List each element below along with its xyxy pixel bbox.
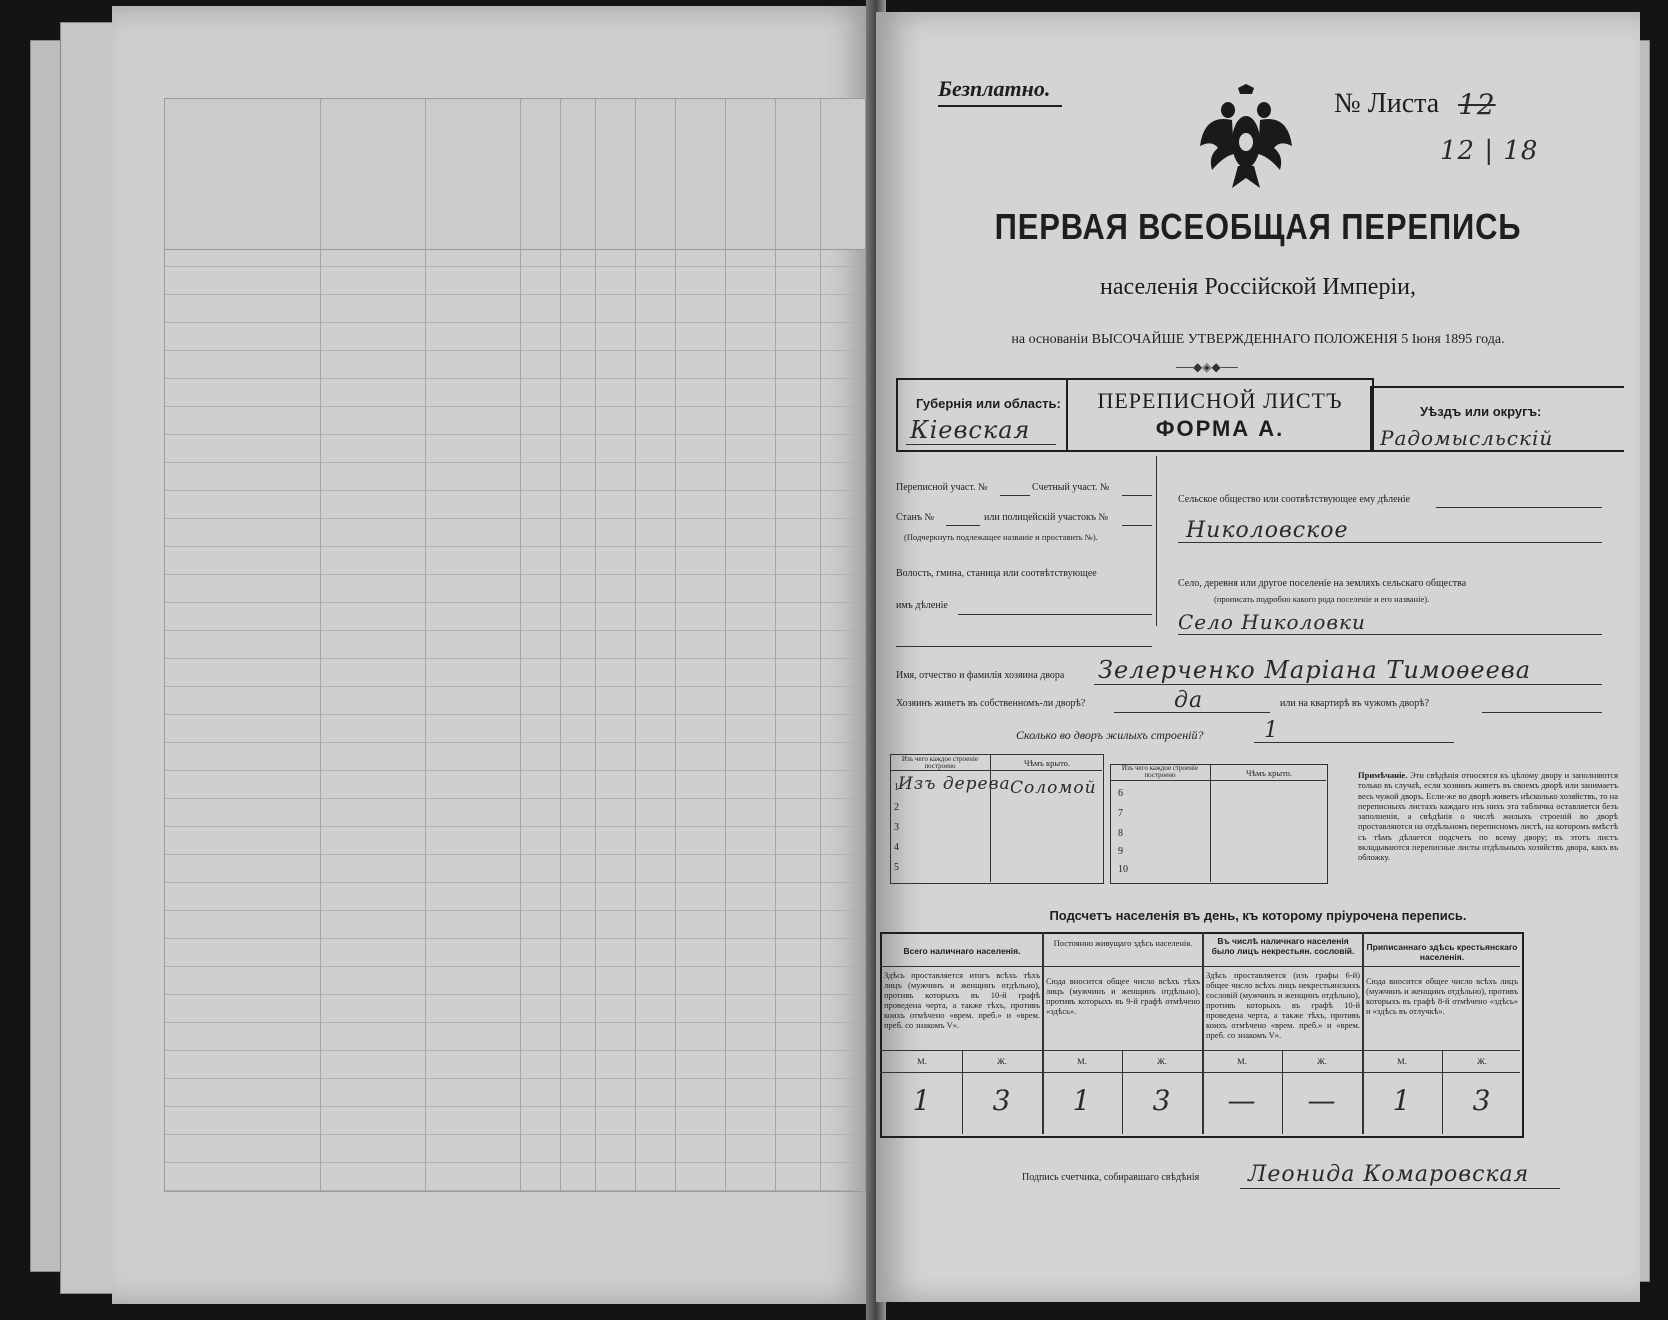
- summary-col1-head: Всего наличнаго населенія.: [903, 946, 1021, 956]
- signature-label: Подпись счетчика, собиравшаго свѣдѣнія: [1022, 1172, 1200, 1183]
- building-1-roof: Соломой: [1010, 778, 1097, 798]
- owner-lives-label: Хозяинъ живетъ въ собственномъ-ли дворѣ?: [896, 698, 1086, 709]
- free-label: Безплатно.: [938, 76, 1051, 101]
- owner-name-value: Зелерченко Маріана Тимоѳеева: [1098, 656, 1532, 684]
- buildings-row-2: 2: [894, 802, 899, 813]
- uezd-value: Радомысльскій: [1380, 426, 1554, 450]
- buildings-row-5: 5: [894, 862, 899, 873]
- summary-col3-f-label: Ж.: [1317, 1056, 1327, 1066]
- village-label: Село, деревня или другое поселеніе на земляхъ сельскаго общества: [1178, 578, 1467, 589]
- buildings-row-7: 7: [1118, 808, 1123, 819]
- left-ruled-grid: [164, 98, 866, 1192]
- left-page: [112, 6, 872, 1304]
- stan-note: (Подчеркнуть подлежащее названіе и проставить №).: [904, 532, 1098, 542]
- owner-lives-value: да: [1174, 688, 1204, 713]
- buildings-row-9: 9: [1118, 846, 1123, 857]
- summary-col2-desc: Сюда вносится общее число всѣхъ тѣхъ лицъ (мужчинъ и женщинъ отдѣльно), противъ которыхъ въ 9-й графѣ отмѣчено «здѣсь».: [1046, 976, 1200, 1016]
- summary-col2-head: Постоянно живущаго здѣсь населенія.: [1053, 938, 1193, 948]
- society-value: Николовское: [1186, 518, 1349, 543]
- buildings-col-material: Изъ чего каждое строеніе построено: [901, 755, 979, 770]
- summary-col4-m-label: М.: [1397, 1056, 1407, 1066]
- buildings-row-4: 4: [894, 842, 899, 853]
- summary-col4-m-value: 1: [1392, 1084, 1412, 1117]
- buildings-col-roof: Чѣмъ крыто.: [1023, 758, 1071, 768]
- census-form-page: [876, 12, 1640, 1302]
- buildings-row-10: 10: [1118, 864, 1128, 875]
- buildings-count-value: 1: [1264, 718, 1279, 743]
- summary-col2-f-label: Ж.: [1157, 1056, 1167, 1066]
- summary-col4-head: Приписаннаго здѣсь крестьянскаго населенія.: [1366, 942, 1518, 962]
- summary-col2-m-value: 1: [1072, 1084, 1092, 1117]
- village-note: (прописать подробно какого рода поселеніе и его названіе).: [1214, 594, 1430, 604]
- ornament-divider: ──◆◈◆──: [1176, 360, 1238, 374]
- summary-col1-desc: Здѣсь проставляется итогъ всѣхъ тѣхъ лицъ (мужчинъ и женщинъ отдѣльно), противъ которыхъ въ 10-й графѣ проведена черта, а также тѣхъ, противъ коихъ отмѣчено «врем. преб.» и «врем. преб. со знакомъ V».: [884, 970, 1040, 1030]
- village-value: Село Николовки: [1178, 610, 1366, 634]
- census-subtitle: населенія Россійской Имперіи,: [1100, 274, 1416, 300]
- summary-col3-m-label: М.: [1237, 1056, 1247, 1066]
- buildings-row-6: 6: [1118, 788, 1123, 799]
- census-district-label: Переписной участ. №: [896, 482, 988, 493]
- society-label: Сельское общество или соотвѣтствующее ему дѣленіе: [1178, 494, 1411, 505]
- uezd-label: Уѣздъ или округъ:: [1420, 404, 1542, 419]
- summary-col2-f-value: 3: [1152, 1084, 1172, 1117]
- note-text: Эти свѣдѣнія относятся къ цѣлому двору и заполняются только въ случаѣ, если хозяинъ живетъ въ своемъ дворѣ или занимаетъ весь чужой дворъ. Если-же во дворѣ живетъ нѣсколько хозяйствъ, то на переписныхъ листахъ каждаго изъ нихъ эта табличка оставляется безъ заполненія, а свѣдѣнія о числѣ жилыхъ строеній во дворѣ проставляются на отдѣльномъ переписномъ листѣ, на которомъ вмѣстѣ съ тѣмъ дѣлается подсчетъ по всему двору; въ этотъ листъ вкладываются переписные листы отдѣльныхъ хозяйствъ двора, какъ въ обложку.: [1358, 770, 1619, 863]
- summary-col3-head: Въ числѣ наличнаго населенія было лицъ некрестьян. сословій.: [1211, 936, 1355, 956]
- owner-lives-alt: или на квартирѣ въ чужомъ дворѣ?: [1280, 698, 1430, 709]
- summary-col3-desc: Здѣсь проставляется (изъ графы 6-й) общее число всѣхъ лицъ некрестьянскихъ сословій (мужчинъ и женщинъ отдѣльно), противъ которыхъ въ графѣ 10-й проведена черта, а также тѣхъ, противъ коихъ отмѣчено «врем. преб.» и «врем. преб. со знакомъ V».: [1206, 970, 1360, 1040]
- summary-title: Подсчетъ населенія въ день, къ которому пріурочена перепись.: [1049, 908, 1467, 923]
- summary-col1-m-value: 1: [912, 1084, 932, 1117]
- imperial-eagle-emblem: [1198, 84, 1294, 194]
- buildings-row-8: 8: [1118, 828, 1123, 839]
- gubernia-label: Губернія или область:: [916, 396, 1061, 411]
- buildings-note: [1358, 770, 1618, 863]
- volost-label: Волость, гмина, станица или соотвѣтствующее: [896, 568, 1097, 579]
- form-letter: ФОРМА А.: [1155, 416, 1285, 441]
- summary-col3-f-value: —: [1307, 1084, 1337, 1117]
- summary-col1-m-label: М.: [917, 1056, 927, 1066]
- buildings-count-label: Сколько во дворъ жилыхъ строеній?: [1016, 728, 1204, 742]
- volost-label-2: имъ дѣленіе: [896, 600, 948, 611]
- buildings-table-right: [1110, 764, 1328, 884]
- summary-col4-f-value: 3: [1472, 1084, 1492, 1117]
- buildings-row-3: 3: [894, 822, 899, 833]
- building-1-material: Изъ дерева: [898, 774, 1011, 794]
- stan-label: Станъ №: [896, 512, 935, 523]
- left-grid-header: [165, 99, 865, 250]
- note-title: Примѣчаніе.: [1358, 770, 1408, 780]
- gubernia-value: Кіевская: [910, 416, 1031, 444]
- police-district-label: или полицейскій участокъ №: [984, 512, 1109, 523]
- sheet-number-label: № Листа: [1334, 88, 1440, 119]
- sheet-number-value: 12: [1458, 88, 1496, 121]
- buildings-row-1: 1: [894, 782, 899, 793]
- summary-col4-desc: Сюда вносится общее число всѣхъ лицъ (мужчинъ и женщинъ отдѣльно), противъ которыхъ въ графѣ 8-й отмѣчено «здѣсь» и «здѣсь въ отлучкѣ».: [1366, 976, 1518, 1016]
- count-district-label: Счетный участ. №: [1032, 482, 1110, 493]
- census-basis: на основаніи ВЫСОЧАЙШЕ УТВЕРЖДЕННАГО ПОЛОЖЕНІЯ 5 Іюня 1895 года.: [1011, 332, 1505, 347]
- census-title: ПЕРВАЯ ВСЕОБЩАЯ ПЕРЕПИСЬ: [994, 206, 1522, 247]
- summary-col1-f-value: 3: [992, 1084, 1012, 1117]
- form-name: ПЕРЕПИСНОЙ ЛИСТЪ: [1097, 388, 1343, 413]
- buildings-col-material-2: Изъ чего каждое строеніе построено: [1121, 764, 1199, 779]
- summary-col4-f-label: Ж.: [1477, 1056, 1487, 1066]
- buildings-col-roof-2: Чѣмъ крыто.: [1245, 768, 1293, 778]
- signature-value: Леонида Комаровская: [1248, 1162, 1530, 1187]
- owner-name-label: Имя, отчество и фамилія хозяина двора: [896, 670, 1065, 681]
- sheet-number-note: 12 | 18: [1440, 136, 1539, 166]
- summary-col2-m-label: М.: [1077, 1056, 1087, 1066]
- summary-col1-f-label: Ж.: [997, 1056, 1007, 1066]
- summary-col3-m-value: —: [1227, 1084, 1257, 1117]
